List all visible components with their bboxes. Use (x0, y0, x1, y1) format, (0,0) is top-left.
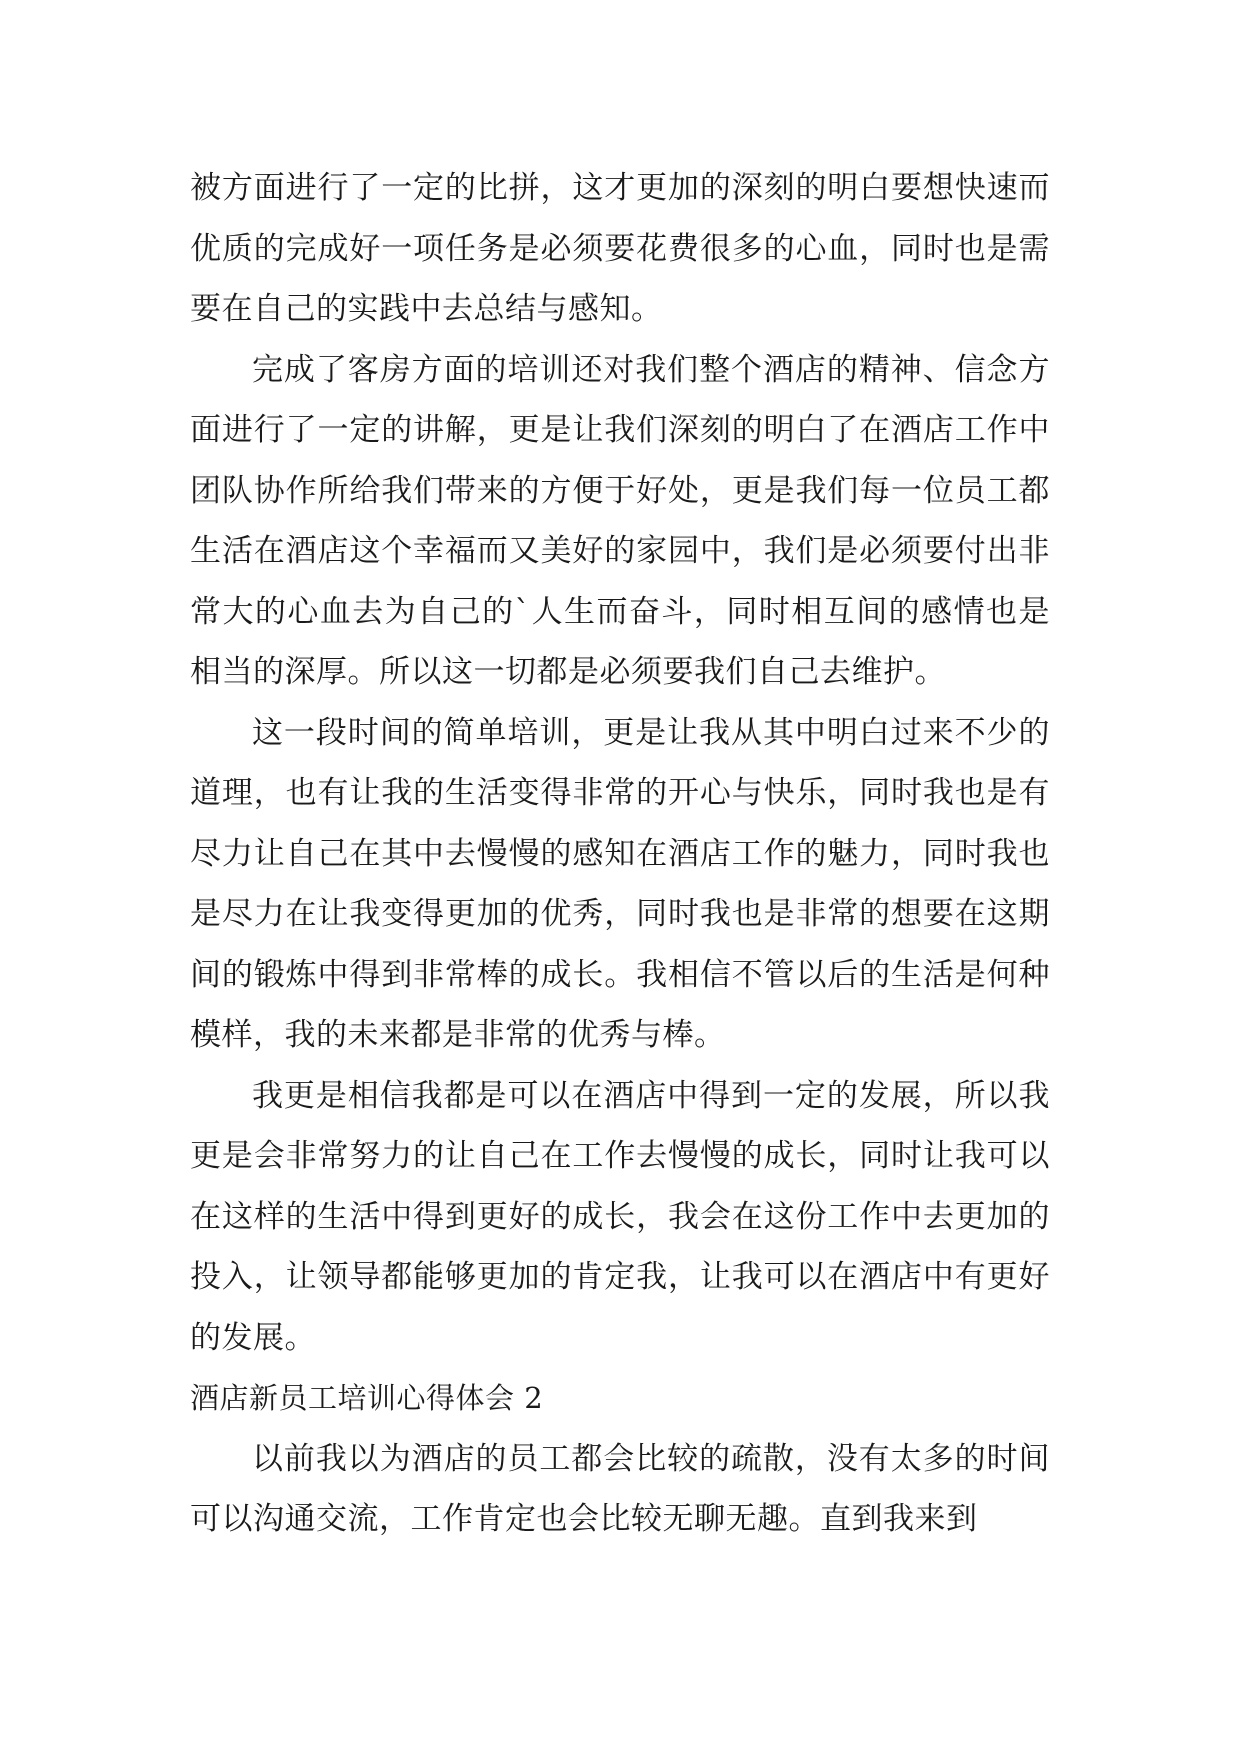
paragraph-continued: 被方面进行了一定的比拼，这才更加的深刻的明白要想快速而优质的完成好一项任务是必须要花费很多的心血，同时也是需要在自己的实践中去总结与感知。 (190, 170, 1050, 327)
paragraph: 我更是相信我都是可以在酒店中得到一定的发展，所以我更是会非常努力的让自己在工作去慢慢的成长，同时让我可以在这样的生活中得到更好的成长，我会在这份工作中去更加的投入，让领导都能够更加的肯定我，让我可以在酒店中有更好的发展。 (190, 1077, 1050, 1356)
document-body (190, 158, 1050, 1550)
paragraph: 这一段时间的简单培训，更是让我从其中明白过来不少的道理，也有让我的生活变得非常的开心与快乐，同时我也是有尽力让自己在其中去慢慢的感知在酒店工作的魅力，同时我也是尽力在让我变得更加的优秀，同时我也是非常的想要在这期间的锻炼中得到非常棒的成长。我相信不管以后的生活是何种模样，我的未来都是非常的优秀与棒。 (190, 714, 1050, 1053)
section-heading: 酒店新员工培训心得体会 2 (190, 1381, 544, 1415)
paragraph: 完成了客房方面的培训还对我们整个酒店的精神、信念方面进行了一定的讲解，更是让我们深刻的明白了在酒店工作中团队协作所给我们带来的方便于好处，更是我们每一位员工都生活在酒店这个幸福而又美好的家园中，我们是必须要付出非常大的心血去为自己的`人生而奋斗，同时相互间的感情也是相当的深厚。所以这一切都是必须要我们自己去维护。 (190, 351, 1050, 690)
paragraph: 以前我以为酒店的员工都会比较的疏散，没有太多的时间可以沟通交流，工作肯定也会比较无聊无趣。直到我来到 (190, 1440, 1050, 1537)
